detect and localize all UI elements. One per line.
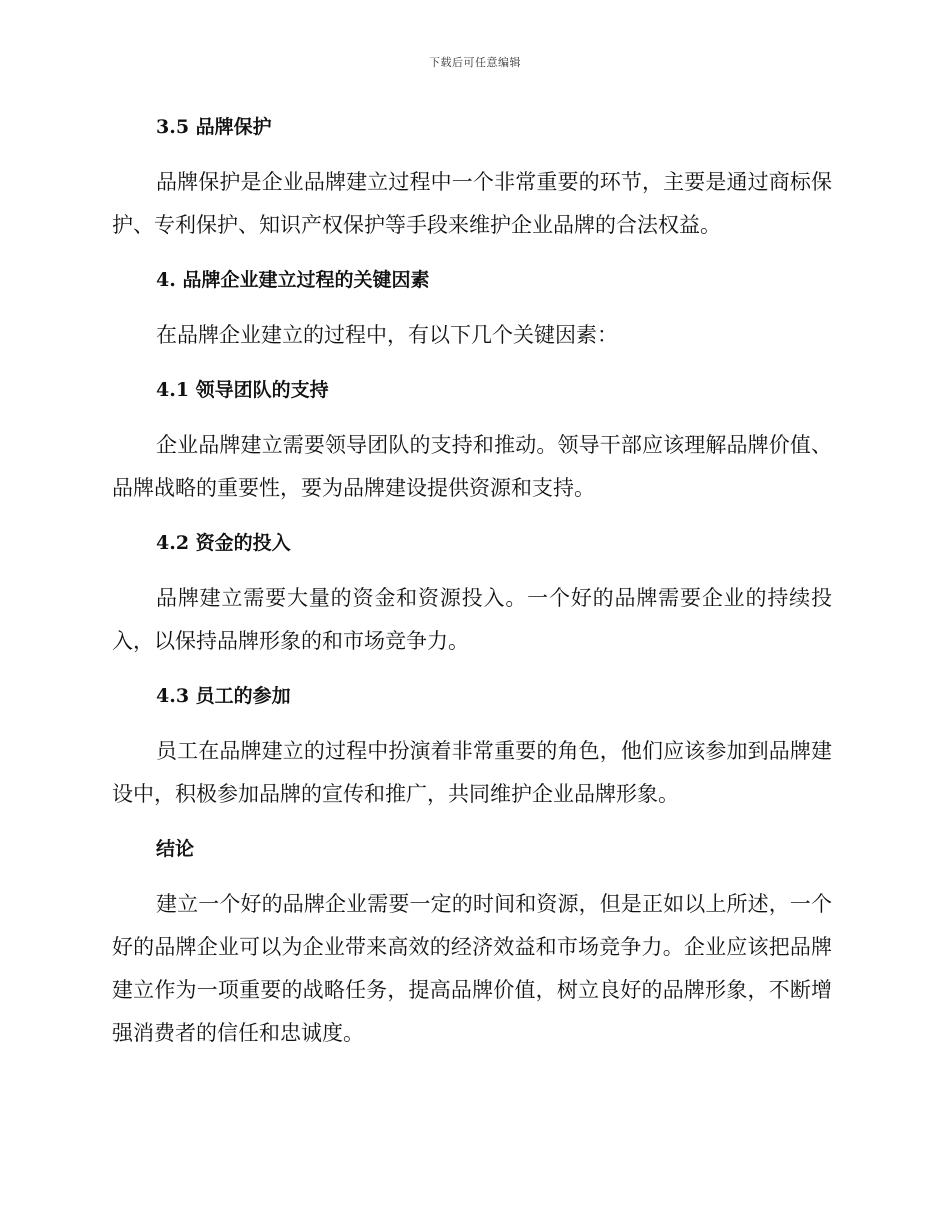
section-heading-3-5: 3.5 品牌保护 <box>156 116 272 138</box>
section-heading-conclusion: 结论 <box>156 838 195 860</box>
paragraph-leadership-support: 企业品牌建立需要领导团队的支持和推动。领导干部应该理解品牌价值、品牌战略的重要性，要为品牌建设提供资源和支持。 <box>112 433 832 500</box>
paragraph-employee-participation: 员工在品牌建立的过程中扮演着非常重要的角色，他们应该参加到品牌建设中，积极参加品牌的宣传和推广，共同维护企业品牌形象。 <box>112 739 832 806</box>
document-body <box>112 110 832 1055</box>
paragraph-conclusion: 建立一个好的品牌企业需要一定的时间和资源，但是正如以上所述，一个好的品牌企业可以为企业带来高效的经济效益和市场竞争力。企业应该把品牌建立作为一项重要的战略任务，提高品牌价值，树立良好的品牌形象，不断增强消费者的信任和忠诚度。 <box>112 892 832 1045</box>
section-heading-4: 4. 品牌企业建立过程的关键因素 <box>156 269 430 291</box>
page-header-note: 下载后可任意编辑 <box>429 56 521 69</box>
paragraph-key-factors-intro: 在品牌企业建立的过程中，有以下几个关键因素： <box>156 323 618 347</box>
paragraph-capital-investment: 品牌建立需要大量的资金和资源投入。一个好的品牌需要企业的持续投入，以保持品牌形象的和市场竞争力。 <box>112 586 832 653</box>
paragraph-brand-protection: 品牌保护是企业品牌建立过程中一个非常重要的环节，主要是通过商标保护、专利保护、知识产权保护等手段来维护企业品牌的合法权益。 <box>112 170 832 237</box>
section-heading-4-2: 4.2 资金的投入 <box>156 532 291 554</box>
section-heading-4-1: 4.1 领导团队的支持 <box>156 379 329 401</box>
section-heading-4-3: 4.3 员工的参加 <box>156 685 291 707</box>
